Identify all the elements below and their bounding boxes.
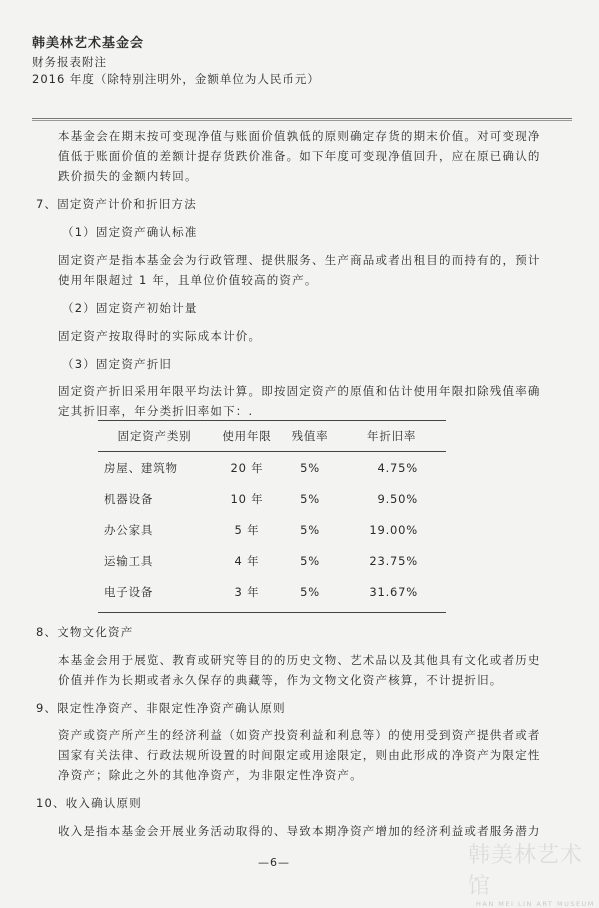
- section-7-2-heading: （2）固定资产初始计量: [62, 301, 198, 315]
- header-rule-secondary: [32, 120, 572, 121]
- section-9-text-line: 资产或资产所产生的经济利益（如资产投资利益和利息等）的使用受到资产提供者或者: [58, 728, 541, 742]
- annual-rate-cell: 19.00%: [369, 522, 418, 537]
- inventory-paragraph-line: 跌价损失的金额内转回。: [58, 169, 198, 183]
- section-10-text-line: 收入是指本基金会开展业务活动取得的、导致本期净资产增加的经济利益或者服务潜力: [58, 824, 541, 838]
- watermark-chinese-text: 韩美林艺术馆: [468, 843, 584, 899]
- residual-rate-cell: 5%: [300, 491, 320, 506]
- asset-category-cell: 运输工具: [104, 553, 154, 568]
- table-row: [98, 514, 446, 545]
- asset-category-cell: 电子设备: [98, 576, 211, 613]
- residual-rate-cell: 5%: [300, 460, 320, 475]
- section-8-text-line: 价值并作为长期或者永久保存的典藏等，作为文物文化资产核算，不计提折旧。: [58, 673, 503, 687]
- section-7-1-text-line: 固定资产是指本基金会为行政管理、提供服务、生产商品或者出租目的而持有的，预计: [58, 253, 541, 267]
- asset-category-cell: 机器设备: [104, 491, 154, 506]
- section-7-3-heading: （3）固定资产折旧: [62, 357, 173, 371]
- section-9-text-line: 国家有关法律、行政法规所设置的时间限定或用途限定，则由此形成的净资产为限定性: [58, 748, 541, 762]
- section-7-1-heading: （1）固定资产确认标准: [62, 225, 198, 239]
- table-row: [98, 452, 446, 484]
- useful-life-cell: 5 年: [234, 522, 260, 537]
- asset-category-cell: 房屋、建筑物: [104, 460, 178, 475]
- inventory-paragraph-line: 值低于账面价值的差额计提存货跌价准备。如下年度可变现净值回升，应在原已确认的: [58, 149, 541, 163]
- section-9-heading: 9、限定性净资产、非限定性净资产确认原则: [36, 701, 286, 715]
- table-row: [98, 545, 446, 576]
- useful-life-cell: 20 年: [230, 460, 264, 475]
- asset-category-cell: 办公家具: [104, 522, 154, 537]
- section-8-text-line: 本基金会用于展览、教育或研究等目的的历史文物、艺术品以及其他具有文化或者历史: [58, 653, 541, 667]
- section-7-1-text-line: 使用年限超过 1 年，且单位价值较高的资产。: [58, 273, 318, 287]
- table-row: [98, 576, 446, 613]
- residual-rate-cell: 5%: [300, 522, 320, 537]
- column-header-asset-category: 固定资产类别: [98, 421, 211, 452]
- column-header-annual-rate: 年折旧率: [337, 421, 446, 452]
- depreciation-rate-table: [98, 420, 446, 613]
- section-8-heading: 8、文物文化资产: [36, 625, 134, 639]
- useful-life-cell: 10 年: [230, 491, 264, 506]
- section-7-3-text-line: 固定资产折旧采用年限平均法计算。即按固定资产的原值和估计使用年限扣除残值率确: [58, 384, 541, 398]
- report-header: [32, 34, 572, 88]
- watermark-english-text: HAN MEI LIN ART MUSEUM: [476, 900, 595, 908]
- museum-watermark: [468, 838, 598, 908]
- annual-rate-cell: 9.50%: [377, 491, 418, 506]
- header-rule: [32, 118, 572, 119]
- report-period: 2016 年度（除特别注明外，金额单位为人民币元）: [32, 72, 320, 86]
- section-7-heading: 7、固定资产计价和折旧方法: [36, 197, 197, 211]
- section-7-2-text: 固定资产按取得时的实际成本计价。: [58, 329, 262, 343]
- section-7-3-text-line: 定其折旧率，年分类折旧率如下：.: [58, 404, 254, 418]
- annual-rate-cell: 23.75%: [369, 553, 418, 568]
- residual-rate-cell: 5%: [283, 576, 337, 613]
- section-10-heading: 10、收入确认原则: [36, 796, 142, 810]
- table-header-row: [98, 421, 446, 452]
- useful-life-cell: 3 年: [211, 576, 283, 613]
- table-row: [98, 483, 446, 514]
- column-header-useful-life: 使用年限: [211, 421, 283, 452]
- annual-rate-cell: 4.75%: [377, 460, 418, 475]
- inventory-paragraph-line: 本基金会在期末按可变现净值与账面价值孰低的原则确定存货的期末价值。对可变现净: [58, 129, 541, 143]
- organization-name: 韩美林艺术基金会: [32, 36, 145, 51]
- column-header-residual-rate: 残值率: [283, 421, 337, 452]
- document-title: 财务报表附注: [32, 55, 107, 69]
- page-number: —6—: [258, 856, 290, 869]
- section-9-text-line: 净资产；除此之外的其他净资产，为非限定性净资产。: [58, 768, 363, 782]
- annual-rate-cell: 31.67%: [337, 576, 446, 613]
- useful-life-cell: 4 年: [234, 553, 260, 568]
- residual-rate-cell: 5%: [300, 553, 320, 568]
